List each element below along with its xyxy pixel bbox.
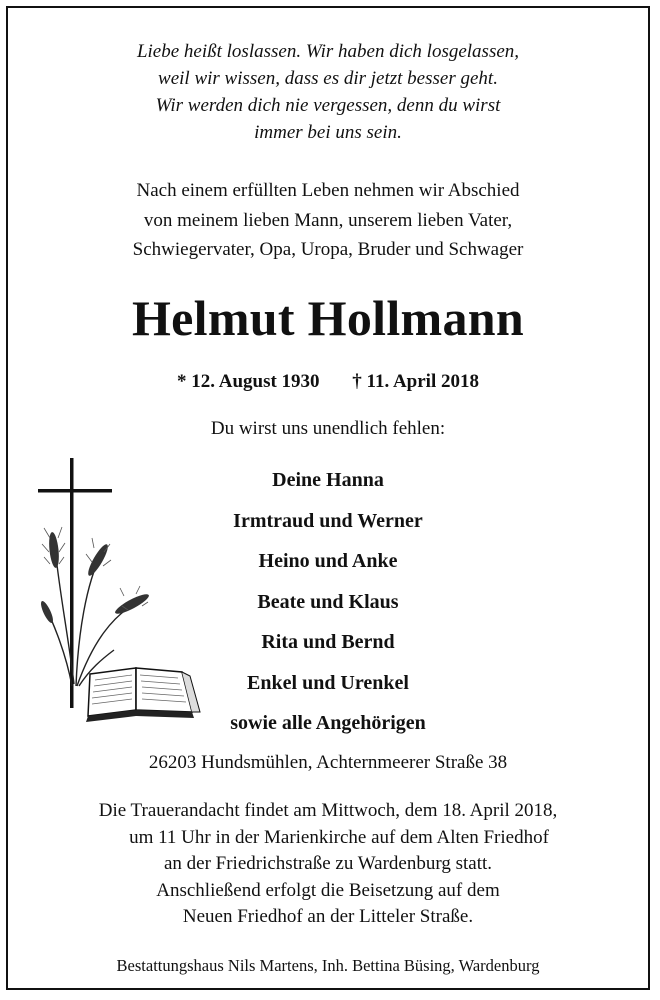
obituary-card — [6, 6, 650, 990]
poem-line: Liebe heißt loslassen. Wir haben dich losgelassen, — [136, 41, 520, 62]
poem-line: immer bei uns sein. — [254, 122, 402, 143]
intro-line: von meinem lieben Mann, unserem lieben Vater, — [143, 209, 513, 231]
family-member: Deine Hanna — [272, 469, 384, 491]
service-line: um 11 Uhr in der Marienkirche auf dem Alten Friedhof — [129, 826, 549, 848]
family-member: Heino und Anke — [258, 550, 398, 572]
service-line: Die Trauerandacht findet am Mittwoch, dem 18. April 2018, — [98, 800, 558, 821]
intro-line: Schwiegervater, Opa, Uropa, Bruder und Schwager — [132, 239, 524, 260]
service-line: Anschließend erfolgt die Beisetzung auf dem — [156, 879, 500, 901]
poem-line: weil wir wissen, dass es dir jetzt besser geht. — [158, 68, 498, 89]
life-dates — [8, 367, 648, 397]
funeral-home: Bestattungshaus Nils Martens, Inh. Bettina Büsing, Wardenburg — [116, 956, 540, 975]
birth-date: * 12. August 1930 — [177, 371, 320, 392]
poem — [8, 38, 648, 146]
intro-line: Nach einem erfüllten Leben nehmen wir Abschied — [136, 180, 520, 201]
deceased-name: Helmut Hollmann — [131, 290, 525, 346]
service-info — [8, 798, 648, 931]
family-member: Enkel und Urenkel — [247, 671, 409, 694]
family-member: Beate und Klaus — [257, 590, 399, 613]
poem-line: Wir werden dich nie vergessen, denn du wirst — [155, 95, 501, 116]
death-date: † 11. April 2018 — [352, 371, 479, 392]
missed-line: Du wirst uns unendlich fehlen: — [210, 418, 446, 439]
service-line: an der Friedrichstraße zu Wardenburg statt. — [163, 853, 493, 874]
service-line: Neuen Friedhof an der Litteler Straße. — [182, 906, 474, 927]
family-member: Rita und Bernd — [261, 631, 395, 653]
family-member: sowie alle Angehörigen — [230, 712, 426, 734]
family-list — [8, 460, 648, 744]
family-member: Irmtraud und Werner — [233, 509, 423, 532]
address: 26203 Hundsmühlen, Achternmeerer Straße 38 — [148, 752, 508, 773]
intro-text — [8, 176, 648, 265]
